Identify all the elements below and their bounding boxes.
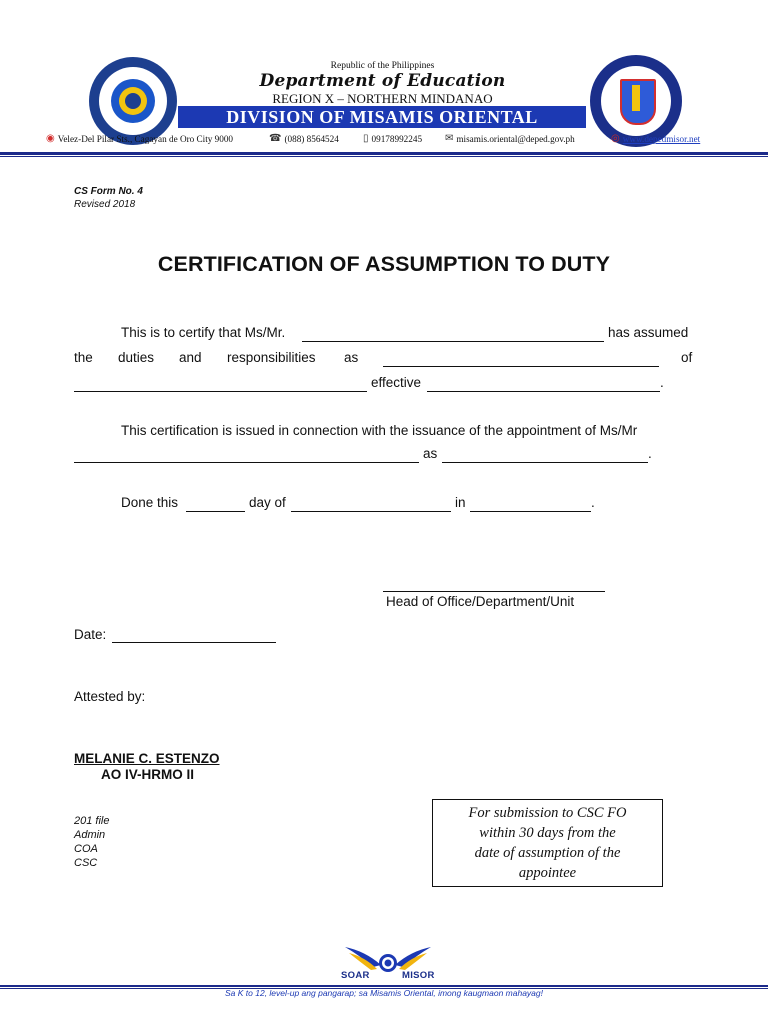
contact-website [611,131,700,147]
head-signature-caption: Head of Office/Department/Unit [386,594,575,609]
header-rule [0,152,768,155]
month-blank[interactable] [291,511,451,512]
day-blank[interactable] [186,511,245,512]
copy-furnished-item: 201 file [74,815,110,827]
place-blank[interactable] [470,511,591,512]
department-name: Department of Education [259,71,506,91]
footer-rule [0,985,768,987]
email-icon: ✉ [445,133,454,144]
attested-by-label: Attested by: [74,689,146,704]
done-period: . [591,495,595,510]
para1-word-duties: duties [118,350,155,365]
para1-word-of: of [681,350,693,365]
attester-position: AO IV-HRMO II [101,767,195,782]
website-link[interactable]: www.depedmisor.net [622,134,701,144]
para2-period: . [648,446,652,461]
para1-word-responsibilities: responsibilities [227,350,316,365]
para1-period: . [660,375,664,390]
note-line: within 30 days from the [479,825,616,841]
republic-label: Republic of the Philippines [330,61,435,71]
appointment-position-blank[interactable] [442,462,648,463]
copy-furnished-item: CSC [74,857,98,869]
effective-date-blank[interactable] [427,391,660,392]
done-this-text: Done this [121,495,179,510]
contact-address: ◉ Velez-Del Pilar Sts., Cagayan de Oro City 9000 [46,133,234,144]
day-of-text: day of [249,495,286,510]
note-line: date of assumption of the [474,845,621,861]
para1-word-effective: effective [371,375,422,390]
para1-line1-text: This is to certify that Ms/Mr. [121,325,286,340]
copy-furnished-item: COA [74,843,98,855]
head-signature-line[interactable] [383,591,605,592]
contact-mobile: ▯ 09178992245 [363,133,423,144]
date-blank[interactable] [112,642,276,643]
division-banner: DIVISION OF MISAMIS ORIENTAL [178,106,586,128]
submission-note-box [432,799,663,887]
mobile-phone-icon: ▯ [363,133,369,144]
form-number: CS Form No. 4 [74,186,143,197]
appointee-name-blank[interactable] [74,462,419,463]
contact-email: ✉ misamis.oriental@deped.gov.ph [445,133,575,144]
para1-word-and: and [179,350,202,365]
para1-word-as: as [344,350,359,365]
region-label: REGION X – NORTHERN MINDANAO [272,91,493,106]
copy-furnished-item: Admin [74,829,106,841]
attester-name: MELANIE C. ESTENZO [74,751,220,766]
logo-text-soar: SOAR [341,970,370,981]
phone-icon: ☎ [269,133,282,144]
position-blank[interactable] [383,366,659,367]
para1-word-the: the [74,350,93,365]
contact-phone: ☎ (088) 8564524 [269,133,339,144]
header-rule-thin [0,156,768,157]
para2-line1-text: This certification is issued in connection with the issuance of the appointment of Ms/Mr [121,423,638,438]
para2-word-as: as [423,446,438,461]
globe-icon: ◎ [611,133,620,144]
para1-line1-end: has assumed [608,325,689,340]
office-blank[interactable] [74,391,367,392]
date-label: Date: [74,627,107,642]
footer-motto: Sa K to 12, level-up ang pangarap; sa Misamis Oriental, imong kaugmaon mahayag! [225,988,543,998]
note-line: For submission to CSC FO [468,805,627,821]
form-title: CERTIFICATION OF ASSUMPTION TO DUTY [157,252,611,276]
location-pin-icon: ◉ [46,133,55,144]
logo-text-misor: MISOR [402,970,435,981]
employee-name-blank[interactable] [302,341,604,342]
note-line: appointee [518,865,577,881]
in-text: in [455,495,466,510]
form-revision: Revised 2018 [74,199,136,210]
